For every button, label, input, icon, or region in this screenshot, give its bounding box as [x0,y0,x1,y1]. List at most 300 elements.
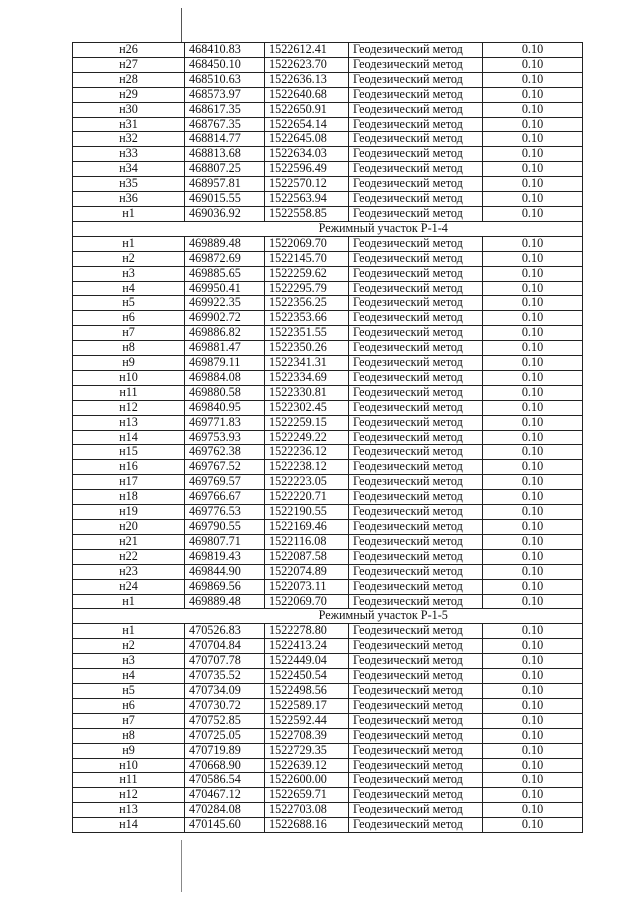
accuracy-cell: 0.10 [483,803,583,818]
point-name-cell: н2 [73,251,185,266]
point-name-cell: н17 [73,475,185,490]
method-cell: Геодезический метод [349,57,483,72]
accuracy-cell: 0.10 [483,773,583,788]
table-row [73,370,583,385]
method-cell: Геодезический метод [349,549,483,564]
method-cell: Геодезический метод [349,385,483,400]
accuracy-cell: 0.10 [483,713,583,728]
point-name-cell: н30 [73,102,185,117]
x-coordinate-cell: 469869.56 [185,579,265,594]
point-name-cell: н24 [73,579,185,594]
accuracy-cell: 0.10 [483,728,583,743]
y-coordinate-cell: 1522334.69 [265,370,349,385]
accuracy-cell: 0.10 [483,743,583,758]
y-coordinate-cell: 1522450.54 [265,669,349,684]
table-row [73,430,583,445]
table-row [73,236,583,251]
accuracy-cell: 0.10 [483,818,583,833]
table-row [73,460,583,475]
point-name-cell: н32 [73,132,185,147]
accuracy-cell: 0.10 [483,415,583,430]
y-coordinate-cell: 1522116.08 [265,534,349,549]
table-row [73,743,583,758]
y-coordinate-cell: 1522249.22 [265,430,349,445]
section-title: Режимный участок Р-1-5 [185,609,583,624]
table-row [73,818,583,833]
accuracy-cell: 0.10 [483,624,583,639]
margin-line-bottom [181,840,182,892]
method-cell: Геодезический метод [349,326,483,341]
x-coordinate-cell: 469767.52 [185,460,265,475]
method-cell: Геодезический метод [349,311,483,326]
point-name-cell: н26 [73,43,185,58]
x-coordinate-cell: 469036.92 [185,206,265,221]
method-cell: Геодезический метод [349,102,483,117]
accuracy-cell: 0.10 [483,669,583,684]
point-name-cell: н20 [73,520,185,535]
y-coordinate-cell: 1522600.00 [265,773,349,788]
point-name-cell: н2 [73,639,185,654]
x-coordinate-cell: 470734.09 [185,683,265,698]
table-row [73,132,583,147]
x-coordinate-cell: 470730.72 [185,698,265,713]
method-cell: Геодезический метод [349,341,483,356]
y-coordinate-cell: 1522596.49 [265,162,349,177]
table-row [73,490,583,505]
method-cell: Геодезический метод [349,192,483,207]
method-cell: Геодезический метод [349,490,483,505]
y-coordinate-cell: 1522236.12 [265,445,349,460]
method-cell: Геодезический метод [349,43,483,58]
accuracy-cell: 0.10 [483,505,583,520]
section-header-spacer [73,221,185,236]
method-cell: Геодезический метод [349,415,483,430]
y-coordinate-cell: 1522069.70 [265,236,349,251]
table-row [73,683,583,698]
point-name-cell: н35 [73,177,185,192]
y-coordinate-cell: 1522703.08 [265,803,349,818]
section-header-row [73,221,583,236]
point-name-cell: н5 [73,296,185,311]
point-name-cell: н12 [73,788,185,803]
x-coordinate-cell: 469886.82 [185,326,265,341]
y-coordinate-cell: 1522645.08 [265,132,349,147]
method-cell: Геодезический метод [349,460,483,475]
accuracy-cell: 0.10 [483,370,583,385]
table-row [73,564,583,579]
accuracy-cell: 0.10 [483,758,583,773]
y-coordinate-cell: 1522351.55 [265,326,349,341]
table-row [73,594,583,609]
accuracy-cell: 0.10 [483,266,583,281]
accuracy-cell: 0.10 [483,206,583,221]
coordinates-table-body [73,43,583,833]
point-name-cell: н3 [73,654,185,669]
section-header-spacer [73,609,185,624]
y-coordinate-cell: 1522498.56 [265,683,349,698]
accuracy-cell: 0.10 [483,445,583,460]
accuracy-cell: 0.10 [483,520,583,535]
table-row [73,624,583,639]
method-cell: Геодезический метод [349,72,483,87]
y-coordinate-cell: 1522570.12 [265,177,349,192]
table-row [73,326,583,341]
method-cell: Геодезический метод [349,147,483,162]
table-row [73,311,583,326]
x-coordinate-cell: 468573.97 [185,87,265,102]
table-row [73,356,583,371]
y-coordinate-cell: 1522563.94 [265,192,349,207]
x-coordinate-cell: 468510.63 [185,72,265,87]
method-cell: Геодезический метод [349,177,483,192]
table-row [73,698,583,713]
accuracy-cell: 0.10 [483,579,583,594]
point-name-cell: н28 [73,72,185,87]
x-coordinate-cell: 468410.83 [185,43,265,58]
x-coordinate-cell: 470586.54 [185,773,265,788]
point-name-cell: н5 [73,683,185,698]
table-row [73,475,583,490]
accuracy-cell: 0.10 [483,192,583,207]
x-coordinate-cell: 470735.52 [185,669,265,684]
x-coordinate-cell: 470526.83 [185,624,265,639]
point-name-cell: н10 [73,758,185,773]
x-coordinate-cell: 469902.72 [185,311,265,326]
x-coordinate-cell: 469844.90 [185,564,265,579]
point-name-cell: н19 [73,505,185,520]
point-name-cell: н7 [73,326,185,341]
point-name-cell: н33 [73,147,185,162]
point-name-cell: н36 [73,192,185,207]
y-coordinate-cell: 1522302.45 [265,400,349,415]
accuracy-cell: 0.10 [483,430,583,445]
point-name-cell: н14 [73,818,185,833]
y-coordinate-cell: 1522589.17 [265,698,349,713]
table-row [73,341,583,356]
accuracy-cell: 0.10 [483,72,583,87]
x-coordinate-cell: 469889.48 [185,236,265,251]
accuracy-cell: 0.10 [483,43,583,58]
table-row [73,549,583,564]
accuracy-cell: 0.10 [483,251,583,266]
accuracy-cell: 0.10 [483,654,583,669]
x-coordinate-cell: 468957.81 [185,177,265,192]
y-coordinate-cell: 1522259.62 [265,266,349,281]
table-row [73,445,583,460]
table-row [73,281,583,296]
point-name-cell: н10 [73,370,185,385]
method-cell: Геодезический метод [349,818,483,833]
table-row [73,505,583,520]
table-row [73,147,583,162]
method-cell: Геодезический метод [349,713,483,728]
y-coordinate-cell: 1522623.70 [265,57,349,72]
table-row [73,296,583,311]
y-coordinate-cell: 1522169.46 [265,520,349,535]
table-row [73,534,583,549]
accuracy-cell: 0.10 [483,460,583,475]
section-header-row [73,609,583,624]
accuracy-cell: 0.10 [483,102,583,117]
x-coordinate-cell: 470467.12 [185,788,265,803]
method-cell: Геодезический метод [349,87,483,102]
accuracy-cell: 0.10 [483,490,583,505]
table-row [73,251,583,266]
point-name-cell: н22 [73,549,185,564]
y-coordinate-cell: 1522350.26 [265,341,349,356]
point-name-cell: н11 [73,385,185,400]
method-cell: Геодезический метод [349,788,483,803]
y-coordinate-cell: 1522330.81 [265,385,349,400]
x-coordinate-cell: 468813.68 [185,147,265,162]
method-cell: Геодезический метод [349,475,483,490]
point-name-cell: н12 [73,400,185,415]
point-name-cell: н6 [73,311,185,326]
point-name-cell: н34 [73,162,185,177]
x-coordinate-cell: 469771.83 [185,415,265,430]
y-coordinate-cell: 1522650.91 [265,102,349,117]
method-cell: Геодезический метод [349,400,483,415]
x-coordinate-cell: 469762.38 [185,445,265,460]
x-coordinate-cell: 469885.65 [185,266,265,281]
accuracy-cell: 0.10 [483,534,583,549]
table-row [73,788,583,803]
x-coordinate-cell: 470752.85 [185,713,265,728]
y-coordinate-cell: 1522087.58 [265,549,349,564]
point-name-cell: н1 [73,594,185,609]
table-row [73,639,583,654]
table-row [73,162,583,177]
table-row [73,400,583,415]
x-coordinate-cell: 470668.90 [185,758,265,773]
method-cell: Геодезический метод [349,251,483,266]
accuracy-cell: 0.10 [483,177,583,192]
accuracy-cell: 0.10 [483,788,583,803]
table-row [73,117,583,132]
accuracy-cell: 0.10 [483,549,583,564]
method-cell: Геодезический метод [349,579,483,594]
y-coordinate-cell: 1522069.70 [265,594,349,609]
accuracy-cell: 0.10 [483,475,583,490]
y-coordinate-cell: 1522073.11 [265,579,349,594]
accuracy-cell: 0.10 [483,296,583,311]
accuracy-cell: 0.10 [483,639,583,654]
table-row [73,803,583,818]
y-coordinate-cell: 1522659.71 [265,788,349,803]
x-coordinate-cell: 469889.48 [185,594,265,609]
y-coordinate-cell: 1522220.71 [265,490,349,505]
table-row [73,102,583,117]
y-coordinate-cell: 1522356.25 [265,296,349,311]
table-row [73,579,583,594]
point-name-cell: н4 [73,669,185,684]
x-coordinate-cell: 470707.78 [185,654,265,669]
accuracy-cell: 0.10 [483,341,583,356]
accuracy-cell: 0.10 [483,281,583,296]
y-coordinate-cell: 1522634.03 [265,147,349,162]
accuracy-cell: 0.10 [483,326,583,341]
accuracy-cell: 0.10 [483,356,583,371]
table-row [73,520,583,535]
point-name-cell: н29 [73,87,185,102]
method-cell: Геодезический метод [349,132,483,147]
point-name-cell: н1 [73,236,185,251]
point-name-cell: н21 [73,534,185,549]
x-coordinate-cell: 469872.69 [185,251,265,266]
y-coordinate-cell: 1522223.05 [265,475,349,490]
y-coordinate-cell: 1522729.35 [265,743,349,758]
method-cell: Геодезический метод [349,534,483,549]
method-cell: Геодезический метод [349,594,483,609]
table-row [73,669,583,684]
method-cell: Геодезический метод [349,117,483,132]
coordinates-table [72,42,583,833]
y-coordinate-cell: 1522612.41 [265,43,349,58]
x-coordinate-cell: 469840.95 [185,400,265,415]
table-row [73,758,583,773]
point-name-cell: н13 [73,803,185,818]
method-cell: Геодезический метод [349,296,483,311]
table-row [73,415,583,430]
accuracy-cell: 0.10 [483,147,583,162]
method-cell: Геодезический метод [349,445,483,460]
y-coordinate-cell: 1522278.80 [265,624,349,639]
x-coordinate-cell: 470284.08 [185,803,265,818]
table-row [73,773,583,788]
y-coordinate-cell: 1522341.31 [265,356,349,371]
y-coordinate-cell: 1522145.70 [265,251,349,266]
method-cell: Геодезический метод [349,698,483,713]
table-row [73,385,583,400]
method-cell: Геодезический метод [349,520,483,535]
point-name-cell: н13 [73,415,185,430]
table-row [73,713,583,728]
point-name-cell: н3 [73,266,185,281]
point-name-cell: н11 [73,773,185,788]
method-cell: Геодезический метод [349,624,483,639]
x-coordinate-cell: 469790.55 [185,520,265,535]
accuracy-cell: 0.10 [483,400,583,415]
method-cell: Геодезический метод [349,206,483,221]
point-name-cell: н8 [73,728,185,743]
method-cell: Геодезический метод [349,236,483,251]
x-coordinate-cell: 468450.10 [185,57,265,72]
table-row [73,266,583,281]
method-cell: Геодезический метод [349,356,483,371]
method-cell: Геодезический метод [349,281,483,296]
point-name-cell: н31 [73,117,185,132]
x-coordinate-cell: 468617.35 [185,102,265,117]
method-cell: Геодезический метод [349,803,483,818]
table-row [73,72,583,87]
method-cell: Геодезический метод [349,728,483,743]
method-cell: Геодезический метод [349,370,483,385]
y-coordinate-cell: 1522353.66 [265,311,349,326]
method-cell: Геодезический метод [349,505,483,520]
y-coordinate-cell: 1522413.24 [265,639,349,654]
y-coordinate-cell: 1522592.44 [265,713,349,728]
accuracy-cell: 0.10 [483,311,583,326]
y-coordinate-cell: 1522558.85 [265,206,349,221]
method-cell: Геодезический метод [349,266,483,281]
x-coordinate-cell: 469015.55 [185,192,265,207]
method-cell: Геодезический метод [349,743,483,758]
x-coordinate-cell: 469776.53 [185,505,265,520]
y-coordinate-cell: 1522708.39 [265,728,349,743]
accuracy-cell: 0.10 [483,162,583,177]
accuracy-cell: 0.10 [483,594,583,609]
x-coordinate-cell: 469879.11 [185,356,265,371]
x-coordinate-cell: 469950.41 [185,281,265,296]
y-coordinate-cell: 1522636.13 [265,72,349,87]
point-name-cell: н18 [73,490,185,505]
method-cell: Геодезический метод [349,564,483,579]
point-name-cell: н1 [73,624,185,639]
method-cell: Геодезический метод [349,430,483,445]
table-row [73,192,583,207]
section-title: Режимный участок Р-1-4 [185,221,583,236]
x-coordinate-cell: 469766.67 [185,490,265,505]
y-coordinate-cell: 1522259.15 [265,415,349,430]
point-name-cell: н9 [73,743,185,758]
point-name-cell: н9 [73,356,185,371]
table-row [73,728,583,743]
point-name-cell: н14 [73,430,185,445]
accuracy-cell: 0.10 [483,683,583,698]
y-coordinate-cell: 1522074.89 [265,564,349,579]
x-coordinate-cell: 469922.35 [185,296,265,311]
accuracy-cell: 0.10 [483,236,583,251]
x-coordinate-cell: 470704.84 [185,639,265,654]
x-coordinate-cell: 470719.89 [185,743,265,758]
point-name-cell: н7 [73,713,185,728]
x-coordinate-cell: 469807.71 [185,534,265,549]
y-coordinate-cell: 1522238.12 [265,460,349,475]
method-cell: Геодезический метод [349,758,483,773]
x-coordinate-cell: 469753.93 [185,430,265,445]
table-row [73,206,583,221]
x-coordinate-cell: 468807.25 [185,162,265,177]
table-row [73,43,583,58]
table-row [73,177,583,192]
method-cell: Геодезический метод [349,162,483,177]
y-coordinate-cell: 1522640.68 [265,87,349,102]
method-cell: Геодезический метод [349,654,483,669]
table-row [73,654,583,669]
x-coordinate-cell: 470725.05 [185,728,265,743]
point-name-cell: н1 [73,206,185,221]
accuracy-cell: 0.10 [483,57,583,72]
point-name-cell: н15 [73,445,185,460]
x-coordinate-cell: 469881.47 [185,341,265,356]
method-cell: Геодезический метод [349,639,483,654]
accuracy-cell: 0.10 [483,87,583,102]
x-coordinate-cell: 470145.60 [185,818,265,833]
table-row [73,57,583,72]
y-coordinate-cell: 1522639.12 [265,758,349,773]
accuracy-cell: 0.10 [483,117,583,132]
x-coordinate-cell: 469880.58 [185,385,265,400]
y-coordinate-cell: 1522449.04 [265,654,349,669]
x-coordinate-cell: 468814.77 [185,132,265,147]
accuracy-cell: 0.10 [483,698,583,713]
y-coordinate-cell: 1522688.16 [265,818,349,833]
x-coordinate-cell: 469819.43 [185,549,265,564]
point-name-cell: н16 [73,460,185,475]
y-coordinate-cell: 1522654.14 [265,117,349,132]
x-coordinate-cell: 469769.57 [185,475,265,490]
accuracy-cell: 0.10 [483,385,583,400]
